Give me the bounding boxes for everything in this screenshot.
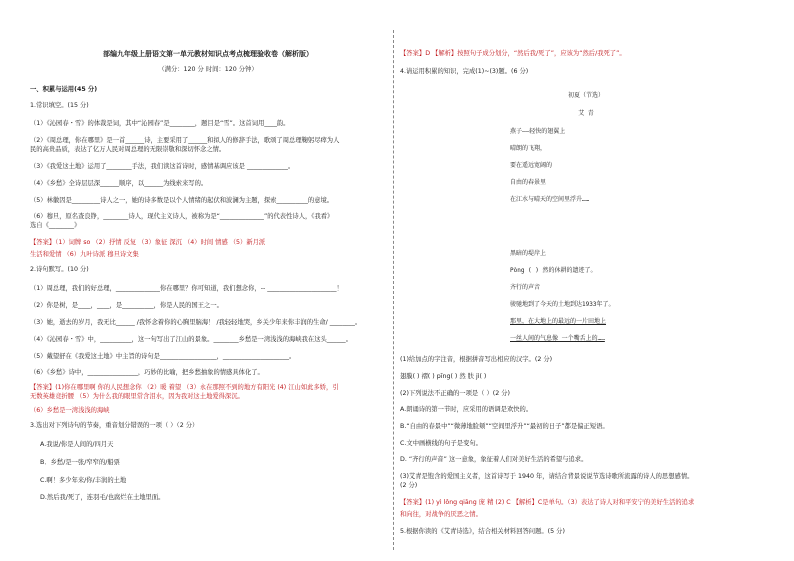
poem-line-underlined: 一丝人间的气息像 一个嘴舌上的…… [510, 335, 605, 342]
page-title: 部编九年级上册语文第一单元教材知识点考点梳理验收卷（解析版） [103, 50, 313, 58]
option-a: A.朗诵诗的第一节时，应采用的语调是欢快的。 [400, 406, 533, 413]
question-heading: 2.诗句默写。(10 分) [30, 266, 89, 273]
poem-line: 齐行的声音 [510, 284, 541, 291]
right-column [400, 0, 772, 561]
question-text: （1）周总理，我们的好总理，______________你在哪里？你可知道，我们想念你，-- ______________________！ [30, 285, 343, 292]
question-text: （2）《周总理，你在哪里》是一首______诗，主要采用了______和拟人的修辞手法，歌颂了周总理鞠躬尽瘁为人 [30, 137, 340, 144]
option-c: C.啊！多少年来/你/丰润的土地 [40, 477, 127, 484]
question-text: （4）《乡愁》全诗层层深______顺序，以______为线索来写的。 [30, 180, 208, 187]
question-text: （6）《乡愁》诗中，________________，巧妙的比喻，把乡愁抽象的情感具体化了。 [30, 369, 264, 376]
left-column [30, 0, 386, 561]
option-a: A.我说/你是人间的/四月天 [40, 441, 114, 448]
option-b: B.“自由的春景中”“微薄地脸颊”“空间里浮升”“最初的日子”都是偏正短语。 [400, 423, 609, 430]
poem-title: 初夏（节选） [567, 92, 604, 99]
answer-text: 无数英雄竞折腰 （5）为什么我的眼里常含泪水，因为我对这土地爱得深沉。 [30, 393, 244, 400]
answer-text: 和向往，对战争的厌恶之情。 [400, 511, 482, 518]
question-text: （2）你是树，是____，____，是__________，你是人民的国王之一。 [30, 302, 223, 309]
poem-line: 晴朗的飞翔， [510, 145, 547, 152]
question-text: （3）她，逝去的岁月，我无比______ /我怀念着你的心胸里脑海！ /我轻轻地哭，乡关少年来你丰润的生命/ ________。 [30, 319, 362, 326]
question-text: （5）林徽因是_________诗人之一，她的诗多数是以个人情绪的起伏和波澜为主题，探索__________的意境。 [30, 197, 334, 204]
answer-text: 【答案】D 【解析】按照句子成分划分，“然后我/死了”，应该为“然后/我死了”。 [400, 50, 626, 57]
question-text: （4）《沁园春・雪》中，__________，这一句写出了江山的景象。________乡愁是一湾浅浅的海峡我在这头______。 [30, 336, 352, 343]
answer-text: （6）乡愁是一湾浅浅的海峡 [30, 407, 110, 414]
answer-text: 【答案】（1）词牌 so （2）抒情 反复 （3）象征 深沉 （4）时间 情感 （5）新月派 [30, 239, 266, 246]
question-text: (2 分) [400, 482, 418, 489]
answer-text: 【答案】(1) yì lǒng qiāng 庞 精 (2) C 【解析】C是单句。（3）表达了诗人对和平安宁的美好生活的追求 [400, 499, 695, 506]
poem-line-underlined: 那里，在大地上的最远的一片田地上 [510, 318, 607, 325]
question-text: 翅膜( ) 褶( ) pīng( ) 然 肤 jì( ) [400, 373, 487, 380]
poem-line: 燕子——轻快的翅翼上 [510, 128, 566, 135]
question-text: （5）戴望舒在《我爱这土地》中主旨的诗句是__________________，_____________________。 [30, 353, 296, 360]
option-c: C.文中画横线的句子是变句。 [400, 440, 482, 447]
page-subtitle: （满分：120 分 时间：120 分钟） [158, 66, 258, 73]
question-text: （6）穆旦，原名查良铮，________诗人，现代主义诗人，被称为是“______________”的代表性诗人，《我看》 [30, 213, 334, 220]
question-text: (1)给加点的字注音，根据拼音写出相应的汉字。(2 分) [400, 356, 553, 363]
column-divider [393, 30, 394, 550]
section-heading: 一、积累与运用(45 分) [30, 86, 98, 93]
answer-text: 生活和爱情 （6）九叶诗派 穆旦诗文集 [30, 251, 139, 258]
question-heading: 1.常识填空。(15 分) [30, 102, 89, 109]
poem-line: 在江水与晴天的空间里浮升…… [510, 196, 590, 203]
answer-text: 【答案】(1)你在哪里啊 你的人民想念你 （2）暖 着望 （3）永在那照不到的地方有阳光 (4) 江山如此多娇，引 [30, 384, 339, 391]
poem-line: Pòng ( ) 然的休耕的遗迹了。 [510, 267, 597, 274]
question-text: （1）《沁园春・雪》的体裁是词，其中“沁园春”是________，题目是“雪”。这首词用____韵。 [30, 120, 290, 127]
question-text: 民的高贵品质，表达了亿万人民对周总理的无限崇敬和深切怀念之情。 [30, 146, 226, 153]
poem-line: 自由的春景里 [510, 179, 547, 186]
question-text: (3)艾青是饱含的爱国主义者，这首诗写于 1940 年，请结合背景说说节选诗歌所流露的诗人的思想感情。 [400, 473, 694, 480]
poem-line: 要在遥远宽阔的 [510, 162, 553, 169]
question-heading: 5.根据你读的《艾青诗选》，结合相关材料回答问题。(5 分) [400, 528, 565, 535]
question-text: （3）《我爱这土地》运用了________手法，我们读这首诗时，感情基调应该是 _____________。 [30, 163, 295, 170]
poem-author: 艾 青 [578, 110, 594, 117]
option-d: D. “齐行的声音” 这一意象，象征着人们对美好生活的希望与追求。 [400, 456, 588, 463]
question-text: (2)下列说法不正确的一项是（ ）(2 分) [400, 390, 510, 397]
option-b: B．乡愁/是一张/窄窄的/船票 [40, 459, 120, 466]
question-heading: 3.选出对下列诗句的节奏，重音划分错误的一项（ ）（2 分） [30, 422, 199, 429]
poem-line: 黑暗的堤岸上 [510, 250, 547, 257]
question-text: 选自《________》 [30, 222, 81, 229]
option-d: D.然后我/死了，连羽毛/也腐烂在土地里面。 [40, 494, 165, 501]
poem-line: 骏驰地到了今天的土地到达1933年了。 [510, 301, 615, 308]
question-heading: 4.请运用积累的知识，完成(1)~(3)题。(6 分) [400, 68, 529, 75]
